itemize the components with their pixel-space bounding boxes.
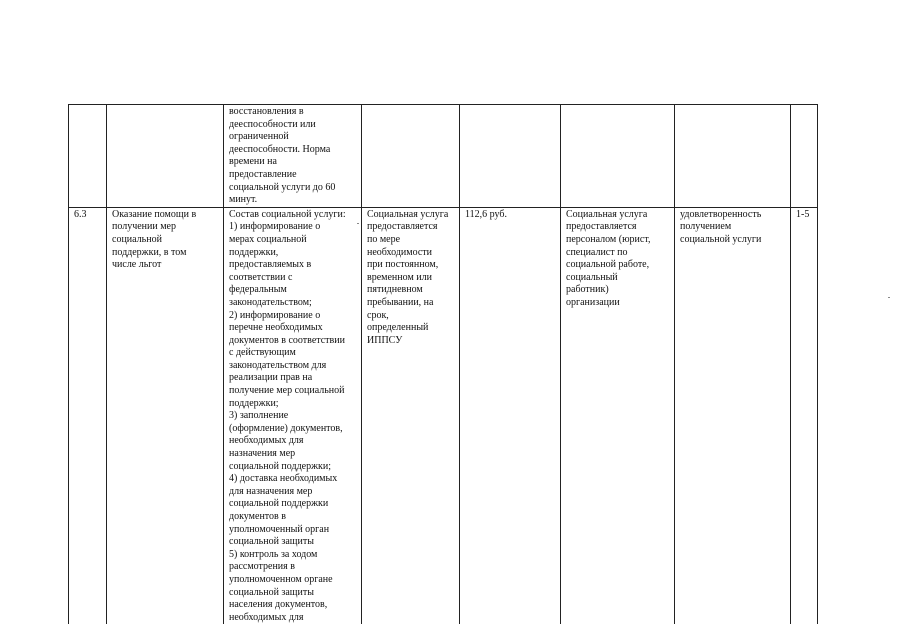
composition-continuation-text: восстановления в дееспособности или ограниченной дееспособности. Норма времени на предоставление социальной услуги до 60 минут. <box>229 106 336 206</box>
scan-speck <box>888 297 890 298</box>
cell-tariff <box>460 207 561 624</box>
cell-indicators <box>675 105 791 208</box>
cell-term <box>362 207 460 624</box>
indicators-text: удовлетворенность получением социальной услуги <box>680 208 762 245</box>
cell-conditions <box>561 105 675 208</box>
table-row-6-3 <box>69 207 818 624</box>
cell-composition <box>224 207 362 624</box>
social-services-table <box>68 104 818 624</box>
cell-conditions <box>561 207 675 624</box>
row-number: 6.3 <box>74 208 87 220</box>
cell-tariff <box>460 105 561 208</box>
evaluation-text: 1-5 <box>796 208 810 220</box>
table-row-continuation <box>69 105 818 208</box>
cell-number <box>69 105 107 208</box>
composition-text: Состав социальной услуги: 1) информирование о мерах социальной поддержки, предоставляемых в соответствии с федеральным законодательством; 2) информирование о перечне необходимых документов в соответствии с действующим законодательством для реализации прав на получение мер социальной поддержки; 3) заполнение (оформление) документов, необходимых для назначения мер социальной поддержки; 4) доставка необходимых для назначения мер социальной поддержки документов в уполномоченный орган социальной защиты 5) контроль за ходом рассмотрения в уполномоченном органе социальной защиты населения документов, необходимых для <box>229 208 346 623</box>
cell-indicators <box>675 207 791 624</box>
cell-service-name <box>107 207 224 624</box>
cell-term <box>362 105 460 208</box>
term-text: Социальная услуга предоставляется по мере необходимости при постоянном, временном или пятидневном пребывании, на срок, определенный ИППСУ <box>367 208 449 346</box>
cell-number <box>69 207 107 624</box>
tariff-text: 112,6 руб. <box>465 208 507 220</box>
cell-evaluation <box>791 207 818 624</box>
cell-evaluation <box>791 105 818 208</box>
conditions-text: Социальная услуга предоставляется персоналом (юрист, специалист по социальной работе, социальный работник) организации <box>566 208 651 308</box>
service-name-text: Оказание помощи в получении мер социальной поддержки, в том числе льгот <box>112 208 197 271</box>
scan-speck <box>357 223 359 224</box>
cell-composition <box>224 105 362 208</box>
cell-service-name <box>107 105 224 208</box>
